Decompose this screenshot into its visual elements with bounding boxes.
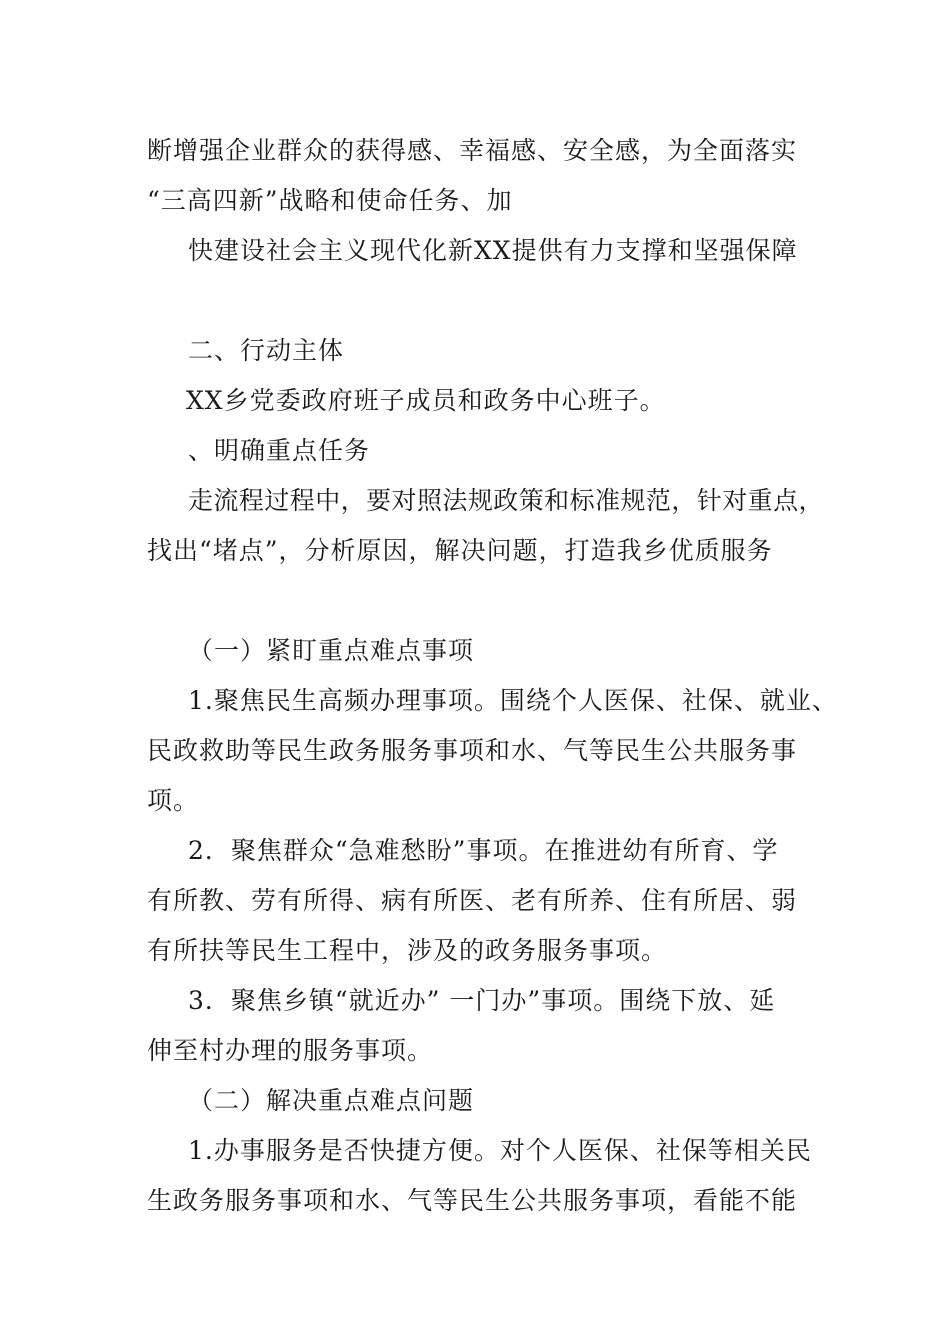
text-line-19: 1.办事服务是否快捷方便。对个人医保、社保等相关民 — [188, 1136, 812, 1165]
subsection-heading-1: （一）紧盯重点难点事项 — [188, 636, 475, 665]
section-heading-2: 二、行动主体 — [188, 336, 345, 365]
text-line-1: 断增强企业群众的获得感、幸福感、安全感，为全面落实 — [147, 136, 798, 165]
text-line-15: 有所扶等民生工程中，涉及的政务服务事项。 — [147, 936, 668, 965]
text-line-8: 找出“堵点”，分析原因，解决问题，打造我乡优质服务 — [147, 536, 773, 565]
text-line-2: “三高四新”战略和使命任务、加 — [147, 186, 513, 215]
text-line-10: 1.聚焦民生高频办理事项。围绕个人医保、社保、就业、 — [188, 686, 838, 715]
section-heading-3: 、明确重点任务 — [188, 436, 371, 465]
text-line-11: 民政救助等民生政务服务事项和水、气等民生公共服务事 — [147, 736, 798, 765]
text-line-17: 伸至村办理的服务事项。 — [147, 1036, 434, 1065]
text-line-7: 走流程过程中，要对照法规政策和标准规范，针对重点， — [188, 486, 825, 515]
subsection-heading-2: （二）解决重点难点问题 — [188, 1086, 475, 1115]
text-line-3: 快建设社会主义现代化新XX提供有力支撑和坚强保障 — [188, 236, 798, 265]
text-line-13: 2．聚焦群众“急难愁盼”事项。在推进幼有所育、学 — [188, 836, 779, 865]
text-line-20: 生政务服务事项和水、气等民生公共服务事项，看能不能 — [147, 1186, 798, 1215]
text-line-16: 3．聚焦乡镇“就近办” 一门办”事项。围绕下放、延 — [188, 986, 776, 1015]
text-line-5: XX乡党委政府班子成员和政务中心班子。 — [186, 386, 666, 415]
text-line-14: 有所教、劳有所得、病有所医、老有所养、住有所居、弱 — [147, 886, 798, 915]
text-line-12: 项。 — [147, 786, 200, 815]
